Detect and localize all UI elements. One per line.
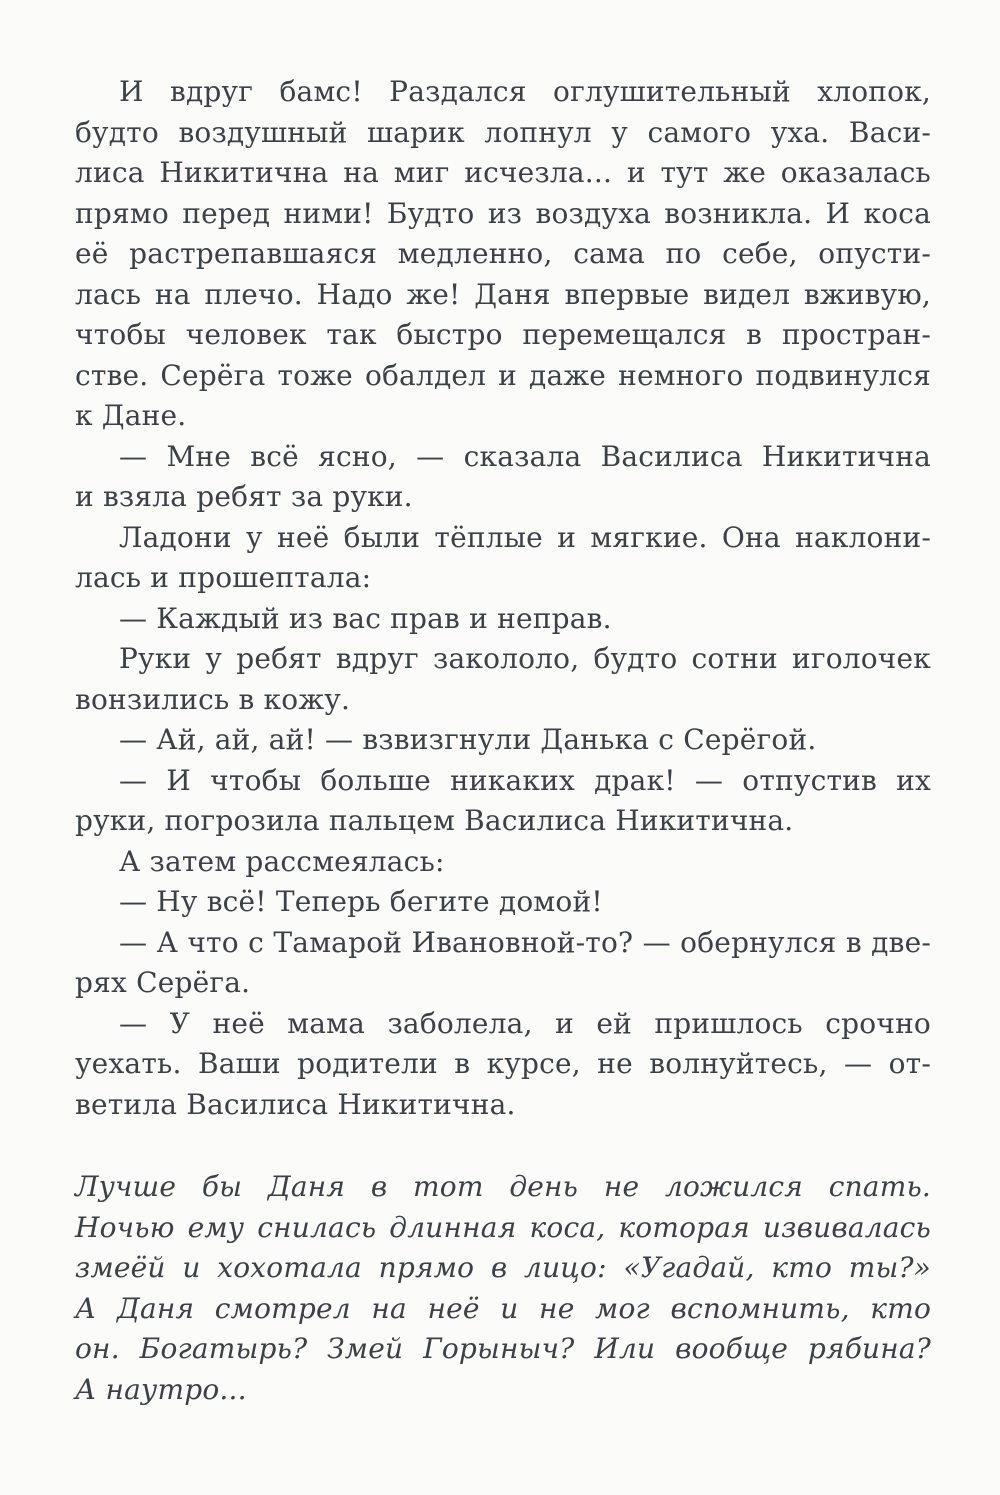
text-line: — У неё мама заболела, и ей пришлось срочно <box>119 1006 931 1040</box>
text-line: руки, погрозила пальцем Василиса Никитична. <box>75 804 794 837</box>
italic-paragraph <box>75 1167 931 1410</box>
text-line: — А что с Тамарой Ивановной-то? — обернулся в две- <box>119 925 931 959</box>
paragraph <box>75 599 931 640</box>
text-line: её растрепавшаяся медленно, сама по себе, опусти- <box>75 237 931 270</box>
text-line: лась и прошептала: <box>75 561 372 594</box>
paragraph <box>75 761 931 842</box>
page-body <box>75 72 931 1410</box>
paragraph <box>75 720 931 761</box>
text-line: ветила Василиса Никитична. <box>75 1087 516 1121</box>
text-line: лиса Никитична на миг исчезла... и тут же оказалась <box>75 156 931 189</box>
paragraph <box>75 72 931 437</box>
text-line: к Дане. <box>75 399 187 432</box>
text-line: и взяла ребят за руки. <box>75 480 413 513</box>
text-line: — И чтобы больше никаких драк! — отпустив их <box>119 763 931 797</box>
text-line: — Каждый из вас прав и неправ. <box>119 601 612 635</box>
text-line: А затем рассмеялась: <box>119 844 445 878</box>
paragraph-gap <box>75 1125 931 1167</box>
paragraph <box>75 437 931 518</box>
text-line: — Мне всё ясно, — сказала Василиса Никитична <box>119 439 931 473</box>
text-line: А Даня смотрел на неё и не мог вспомнить, кто <box>75 1291 931 1325</box>
text-line: стве. Серёга тоже обалдел и даже немного подвинулся <box>75 358 931 392</box>
text-line: лась на плечо. Надо же! Даня впервые видел вживую, <box>75 277 931 311</box>
text-line: вонзились в кожу. <box>75 682 351 716</box>
text-line: чтобы человек так быстро перемещался в простран- <box>75 318 931 351</box>
text-line: змеёй и хохотала прямо в лицо: «Угадай, кто ты?» <box>75 1251 931 1284</box>
paragraph <box>75 1004 931 1126</box>
text-line: А наутро... <box>75 1372 247 1406</box>
paragraph <box>75 639 931 720</box>
text-line: — Ай, ай, ай! — взвизгнули Данька с Серёгой. <box>119 723 817 756</box>
text-line: Лучше бы Даня в тот день не ложился спать. <box>75 1170 931 1203</box>
paragraph <box>75 882 931 923</box>
text-line: прямо перед ними! Будто из воздуха возникла. И коса <box>75 196 931 230</box>
text-line: он. Богатырь? Змей Горыныч? Или вообще рябина? <box>75 1332 931 1365</box>
text-line: И вдруг бамс! Раздался оглушительный хлопок, <box>119 75 931 108</box>
text-line: рях Серёга. <box>75 966 251 999</box>
text-line: — Ну всё! Теперь бегите домой! <box>119 885 603 918</box>
paragraph <box>75 518 931 599</box>
text-line: Руки у ребят вдруг закололо, будто сотни иголочек <box>119 642 931 675</box>
text-line: уехать. Ваши родители в курсе, не волнуйтесь, — от- <box>75 1047 931 1080</box>
text-line: Ночью ему снилась длинная коса, которая извивалась <box>75 1210 931 1244</box>
paragraph <box>75 842 931 883</box>
text-line: Ладони у неё были тёплые и мягкие. Она наклони- <box>119 520 931 554</box>
paragraph <box>75 923 931 1004</box>
text-line: будто воздушный шарик лопнул у самого уха. Васи- <box>75 115 931 149</box>
